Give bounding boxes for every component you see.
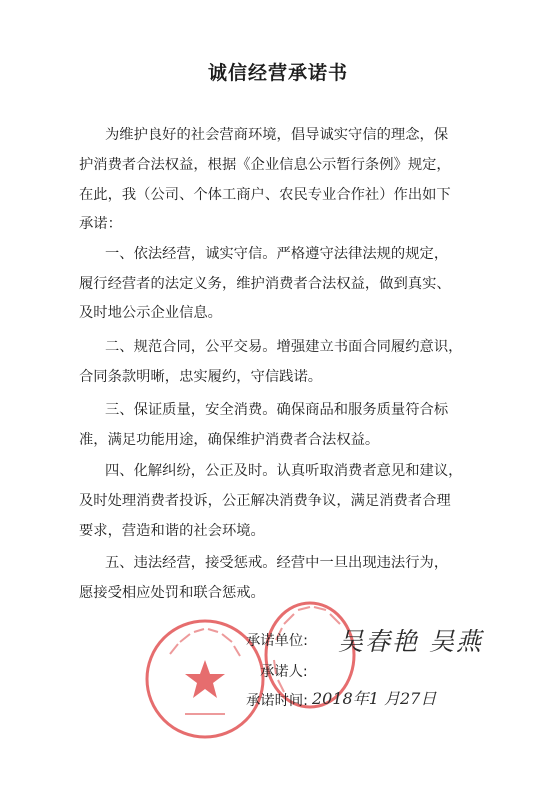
- body-line-15: 五、违法经营，接受惩戒。经营中一旦出现违法行为，: [105, 555, 449, 571]
- body-line-1: 为维护良好的社会营商环境，倡导诚实守信的理念，保: [105, 127, 449, 143]
- handwritten-date: 2018年1 月27日: [312, 689, 437, 708]
- unit-label: 承诺单位:: [246, 633, 309, 649]
- body-line-12: 四、化解纠纷，公正及时。认真听取消费者意见和建议，: [105, 463, 463, 479]
- document-title: 诚信经营承诺书: [207, 62, 348, 84]
- body-line-10: 三、保证质量，安全消费。确保商品和服务质量符合标: [105, 402, 449, 418]
- body-line-16: 愿接受相应处罚和联合惩戒。: [79, 585, 265, 601]
- body-line-3: 在此，我（公司、个体工商户、农民专业合作社）作出如下: [79, 187, 451, 203]
- body-line-8: 二、规范合同，公平交易。增强建立书面合同履约意识，: [105, 339, 463, 355]
- handwritten-signature: 吴春艳 吴燕: [338, 627, 483, 656]
- body-line-11: 准，满足功能用途，确保维护消费者合法权益。: [79, 432, 380, 448]
- time-label: 承诺时间:: [246, 693, 309, 709]
- body-line-9: 合同条款明晰，忠实履约，守信践诺。: [79, 369, 323, 385]
- body-line-6: 履行经营者的法定义务，维护消费者合法权益，做到真实、: [79, 276, 451, 292]
- body-line-5: 一、依法经营，诚实守信。严格遵守法律法规的规定，: [105, 246, 449, 262]
- body-line-2: 护消费者合法权益，根据《企业信息公示暂行条例》规定，: [79, 157, 451, 173]
- body-line-13: 及时处理消费者投诉，公正解决消费争议，满足消费者合理: [79, 493, 451, 509]
- body-line-4: 承诺：: [79, 216, 122, 232]
- person-label: 承诺人:: [260, 664, 308, 680]
- body-line-14: 要求，营造和谐的社会环境。: [79, 523, 265, 539]
- body-line-7: 及时地公示企业信息。: [79, 305, 222, 321]
